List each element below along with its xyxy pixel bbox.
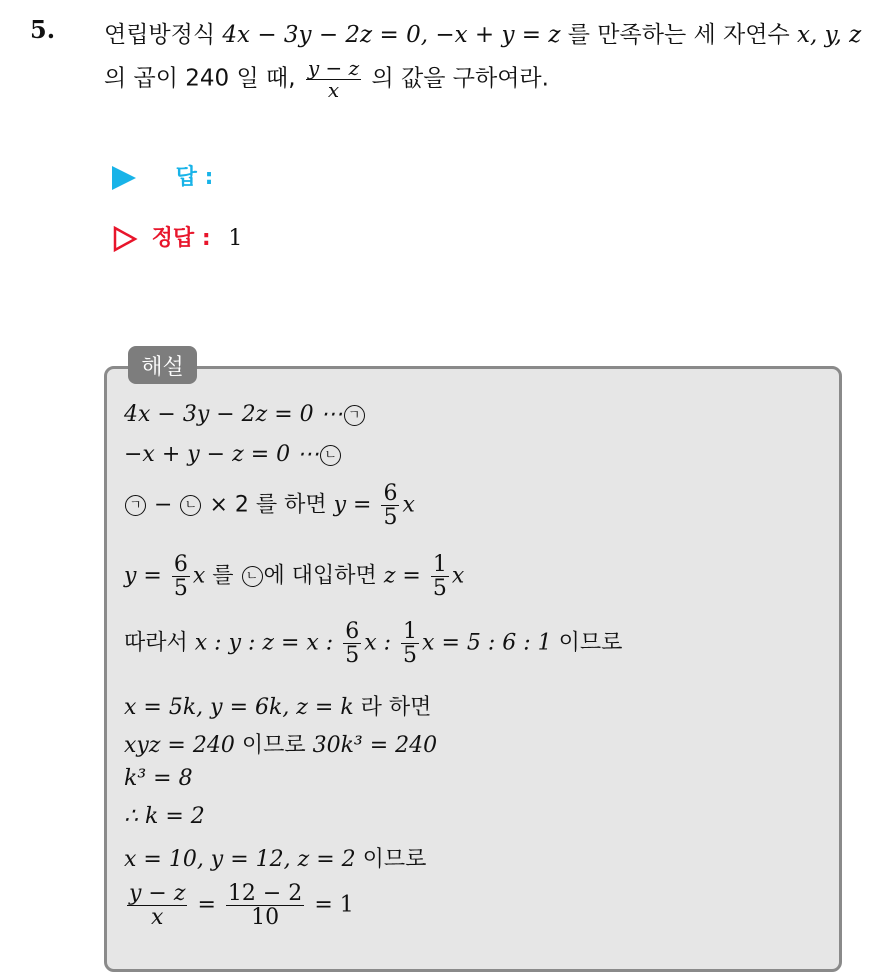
equation-2: −x + y − z = 0 ⋯ <box>124 442 320 467</box>
circle-nieun-label: ㄴ <box>320 445 341 466</box>
numerator: 6 <box>383 481 398 506</box>
k-value: ∴ k = 2 <box>124 804 205 829</box>
solution-line-7 <box>124 728 437 759</box>
denominator: 5 <box>403 643 418 669</box>
y-equals: y = <box>124 563 162 589</box>
equals-sign: = <box>197 892 216 918</box>
denominator: 5 <box>432 576 447 602</box>
numerator: 1 <box>403 619 418 644</box>
circle-nieun-label: ㄴ <box>242 566 263 587</box>
circle-giyeok-label: ㄱ <box>125 495 146 516</box>
problem-variables: x, y, z <box>797 22 862 48</box>
solution-line-1 <box>124 402 366 427</box>
y-equals: y = <box>333 492 372 518</box>
numerator: 6 <box>345 619 360 644</box>
problem-question: 의 값을 구하여라. <box>371 65 549 92</box>
problem-condition: 를 만족하는 세 자연수 <box>567 22 790 48</box>
circle-giyeok-label: ㄱ <box>344 405 365 426</box>
filled-right-triangle-icon <box>112 166 136 190</box>
problem-equations: 4x − 3y − 2z = 0, −x + y = z <box>222 22 561 48</box>
equation-1: 4x − 3y − 2z = 0 ⋯ <box>124 402 343 427</box>
numerator: 1 <box>432 552 447 577</box>
ratio-tail: 이므로 <box>558 630 623 656</box>
problem-number: 5. <box>30 15 56 44</box>
ratio-start: x : y : z = x : <box>194 630 334 656</box>
x-var: x <box>192 563 206 589</box>
ratio-mid: x : <box>364 630 392 656</box>
z-equals: z = <box>383 563 421 589</box>
final-result: = 1 <box>314 892 354 918</box>
answer-row <box>112 160 213 191</box>
problem-line-1 <box>104 16 861 49</box>
product-equation: xyz = 240 <box>124 733 235 758</box>
fraction-six-fifths <box>381 482 399 529</box>
numerator: 6 <box>173 552 188 577</box>
fraction-one-fifth <box>431 553 449 600</box>
solution-line-11 <box>124 882 354 929</box>
problem-fraction-numerator: y − z <box>307 56 360 80</box>
denominator: 5 <box>345 643 360 669</box>
fraction-six-fifths <box>172 553 190 600</box>
outline-right-triangle-icon <box>112 225 138 253</box>
answer-label: 답 : <box>175 165 214 190</box>
times-two-text: × 2 를 하면 <box>209 492 327 518</box>
numerator: 12 − 2 <box>227 881 303 906</box>
cube-equation: 30k³ = 240 <box>312 733 438 758</box>
solution-line-8 <box>124 766 193 791</box>
solution-line-9 <box>124 804 205 829</box>
denominator: 5 <box>173 576 188 602</box>
problem-product-text: 의 곱이 240 일 때, <box>104 65 296 92</box>
solution-line-4 <box>124 553 464 600</box>
fraction-one-fifth <box>401 620 419 667</box>
solution-tag: 해설 <box>128 346 197 384</box>
solution-line-5 <box>124 620 622 667</box>
ratio-end: x = 5 : 6 : 1 <box>422 630 552 656</box>
problem-line-2 <box>104 58 549 101</box>
x-var: x <box>451 563 465 589</box>
therefore-text: 따라서 <box>124 630 188 656</box>
fraction-y-minus-z-over-x <box>127 882 187 929</box>
problem-fraction-denominator: x <box>327 78 340 102</box>
circle-nieun-label: ㄴ <box>180 495 201 516</box>
denominator: x <box>151 905 164 931</box>
product-connector: 이므로 <box>241 733 306 758</box>
problem-intro: 연립방정식 <box>104 22 216 48</box>
correct-answer-label: 정답 : <box>151 226 211 251</box>
solution-line-10 <box>124 842 426 873</box>
xyz-values: x = 10, y = 12, z = 2 <box>124 847 356 872</box>
solution-line-2 <box>124 442 342 467</box>
solution-line-3 <box>124 482 415 529</box>
fraction-result <box>226 882 304 929</box>
correct-answer-value: 1 <box>228 226 243 251</box>
correct-answer-row <box>112 221 242 253</box>
xyz-values-tail: 이므로 <box>362 847 427 872</box>
denominator: 5 <box>383 505 398 531</box>
k-assignment: x = 5k, y = 6k, z = k <box>124 695 354 720</box>
substitute-tail: 에 대입하면 <box>263 563 377 589</box>
x-var: x <box>402 492 415 518</box>
problem-fraction <box>306 58 361 101</box>
k-assignment-tail: 라 하면 <box>360 695 432 720</box>
minus-sign: − <box>154 492 180 518</box>
numerator: y − z <box>129 881 186 906</box>
k-cubed: k³ = 8 <box>124 766 193 791</box>
denominator: 10 <box>251 905 280 931</box>
substitute-text: 를 <box>212 563 234 589</box>
solution-line-6 <box>124 690 431 721</box>
fraction-six-fifths <box>343 620 361 667</box>
